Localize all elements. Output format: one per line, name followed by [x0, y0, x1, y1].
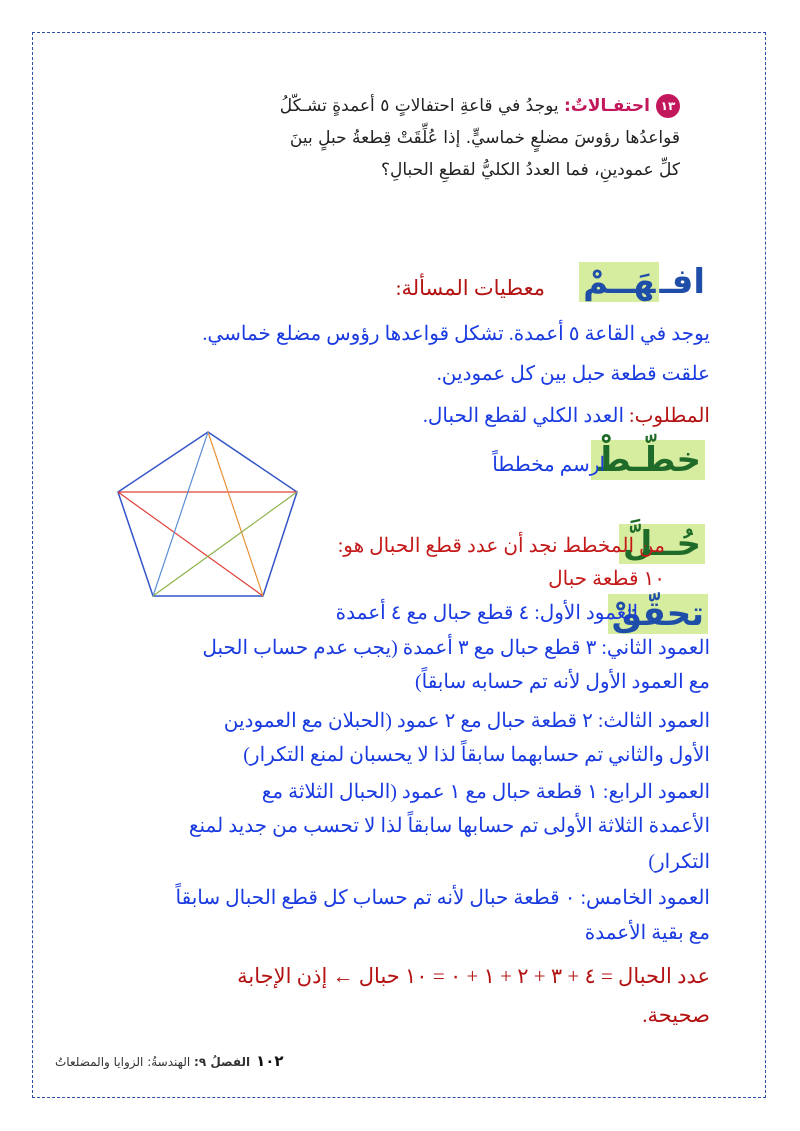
problem-line-3: كلِّ عمودينِ، فما العددُ الكليُّ لقطعِ الحبالِ؟ [380, 160, 680, 180]
problem-line-2: قواعدُها رؤوسَ مضلعٍ خماسيٍّ. إذا عُلِّقَتْ قِطعةُ حبلٍ بينَ [289, 128, 680, 148]
check-line-2: العمود الثاني: ٣ قطع حبال مع ٣ أعمدة (يجب عدم حساب الحبل [202, 637, 710, 659]
problem-line-1: يوجدُ في قاعةِ احتفالاتٍ ٥ أعمدةٍ تشـكّلُ [279, 96, 559, 116]
total-line-1: عدد الحبال = ٤ + ٣ + ٢ + ١ + ٠ = ١٠ حبال ← إذن الإجابة [237, 964, 710, 988]
solve-line-1: من المخطط نجد أن عدد قطع الحبال هو: [337, 535, 665, 557]
understand-heading-b: هَــمْ [579, 262, 659, 302]
check-line-5: الأول والثاني تم حسابهما سابقاً لذا لا يحسبان لمنع التكرار) [243, 744, 710, 766]
solve-line-2: ١٠ قطعة حبال [548, 568, 665, 590]
required-text: العدد الكلي لقطع الحبال. [422, 405, 630, 427]
given-line-1: يوجد في القاعة ٥ أعمدة. تشكل قواعدها رؤوس مضلع خماسي. [202, 323, 710, 345]
problem-keyword: احتفـالاتٌ: [564, 96, 650, 116]
pentagon-outline [118, 432, 297, 596]
required-label: المطلوب: [629, 405, 710, 427]
understand-heading-a: افـ [659, 262, 705, 302]
check-line-9: العمود الخامس: ٠ قطعة حبال لأنه تم حساب كل قطع الحبال سابقاً [175, 887, 710, 909]
problem-number: ١٣ [656, 94, 680, 118]
check-line-7: الأعمدة الثلاثة الأولى تم حسابها سابقاً لذا لا تحسب من جديد لمنع [188, 815, 710, 837]
check-line-8: التكرار) [648, 851, 710, 873]
check-line-1: العمود الأول: ٤ قطع حبال مع ٤ أعمدة [335, 602, 638, 624]
solve-heading: حُــلَّ [619, 524, 705, 564]
chapter-label: الفصلُ ٩: [194, 1055, 251, 1069]
diagonal-red-down [118, 492, 263, 596]
check-line-6: العمود الرابع: ١ قطعة حبال مع ١ عمود (الحبال الثلاثة مع [261, 781, 710, 803]
check-line-3: مع العمود الأول لأنه تم حسابه سابقاً) [414, 671, 710, 693]
check-heading: تحقّقْ [608, 594, 708, 634]
diagonal-green [153, 492, 297, 596]
plan-text: ارسم مخططاً [492, 454, 605, 476]
check-line-4: العمود الثالث: ٢ قطعة حبال مع ٢ عمود (الحبلان مع العمودين [223, 710, 710, 732]
check-line-10: مع بقية الأعمدة [584, 922, 710, 944]
plan-heading: خطّـطْ [591, 440, 705, 480]
page-footer [55, 1052, 284, 1070]
diagonal-blue [153, 432, 208, 596]
given-line-2: علقت قطعة حبل بين كل عمودين. [436, 363, 710, 385]
chapter-title: الهندسةُ: الزوايا والمضلعاتُ [55, 1055, 194, 1069]
required-line [423, 403, 710, 428]
problem-statement [220, 90, 680, 186]
total-line-2: صحيحة. [642, 1003, 710, 1027]
understand-subtitle: معطيات المسألة: [395, 276, 545, 300]
understand-heading [579, 262, 705, 302]
page-number: ١٠٢ [256, 1052, 284, 1070]
pentagon-diagram [110, 428, 310, 598]
diagonal-orange [208, 432, 263, 596]
